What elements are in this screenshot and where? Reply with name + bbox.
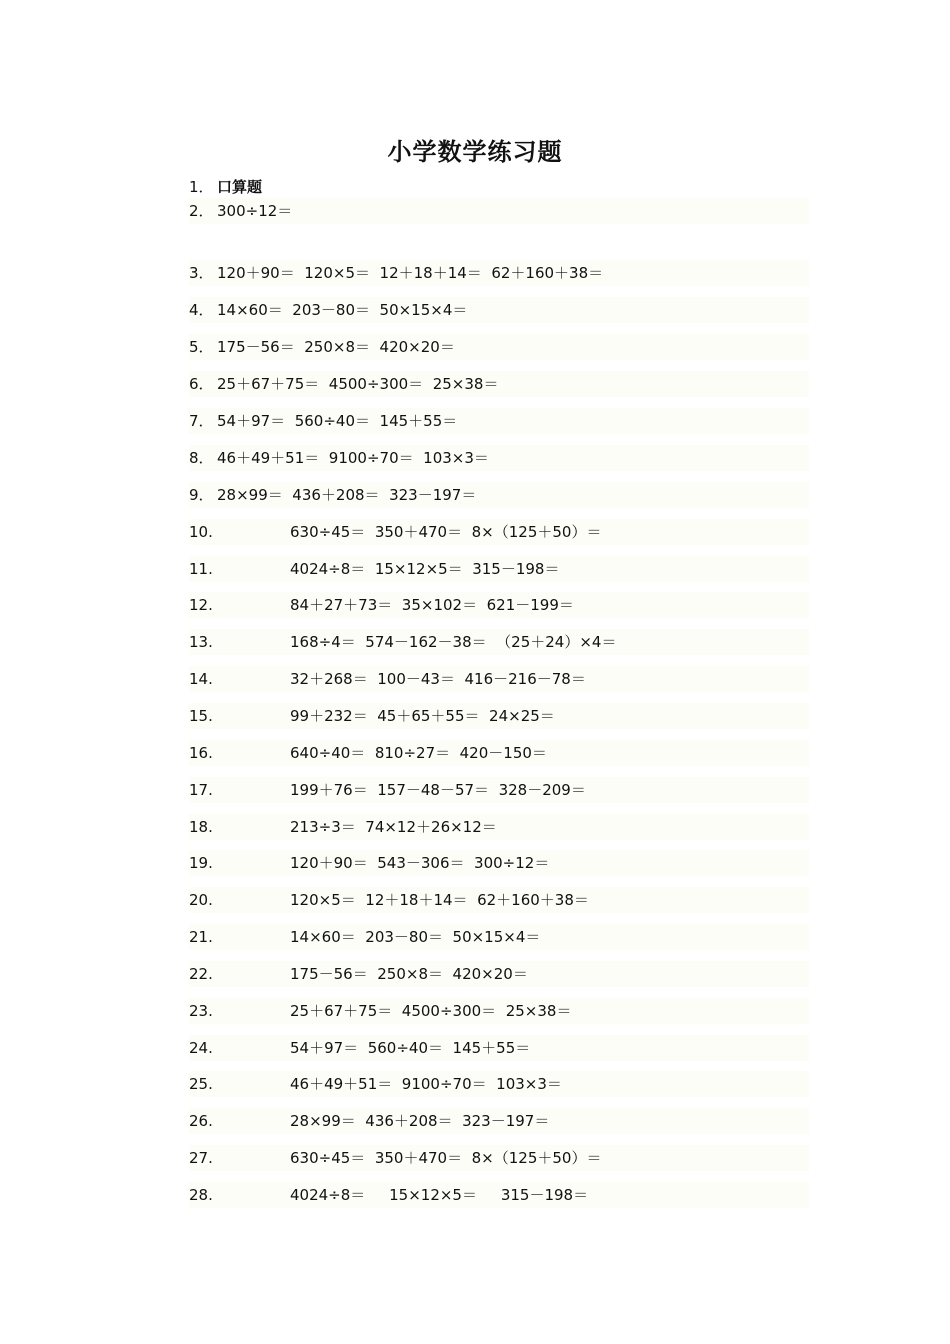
exercise-text: 120＋90＝ 120×5＝ 12＋18＋14＝ 62＋160＋38＝ <box>217 264 604 282</box>
exercise-row <box>189 924 809 950</box>
exercise-row <box>189 703 809 729</box>
exercise-row <box>189 371 809 397</box>
exercise-number: 13. <box>189 633 213 651</box>
exercise-row <box>189 1145 809 1171</box>
exercise-number: 10. <box>189 523 213 541</box>
exercise-text: 640÷40＝ 810÷27＝ 420－150＝ <box>290 744 547 762</box>
exercise-number: 16. <box>189 744 213 762</box>
exercise-row <box>189 666 809 692</box>
exercise-number: 17. <box>189 781 213 799</box>
exercise-number: 5． <box>189 338 214 356</box>
exercise-number: 8． <box>189 449 214 467</box>
exercise-row <box>189 777 809 803</box>
page-title: 小学数学练习题 <box>387 138 563 166</box>
exercise-number: 11. <box>189 560 213 578</box>
exercise-number: 18. <box>189 818 213 836</box>
exercise-row <box>189 297 809 323</box>
exercise-number: 3． <box>189 264 214 282</box>
exercise-number: 25. <box>189 1075 213 1093</box>
exercise-number: 9． <box>189 486 214 504</box>
exercise-row <box>189 740 809 766</box>
exercise-number: 12. <box>189 596 213 614</box>
exercise-text: 46＋49＋51＝ 9100÷70＝ 103×3＝ <box>217 449 489 467</box>
exercise-text: 84＋27＋73＝ 35×102＝ 621－199＝ <box>290 596 574 614</box>
exercise-text: 54＋97＝ 560÷40＝ 145＋55＝ <box>217 412 458 430</box>
exercise-text: 120×5＝ 12＋18＋14＝ 62＋160＋38＝ <box>290 891 589 909</box>
exercise-row <box>189 556 809 582</box>
exercise-number: 23. <box>189 1002 213 1020</box>
exercise-text: 46＋49＋51＝ 9100÷70＝ 103×3＝ <box>290 1075 562 1093</box>
exercise-row <box>189 519 809 545</box>
exercise-row <box>189 961 809 987</box>
section-heading: 口算题 <box>217 178 263 196</box>
exercise-text: 14×60＝ 203－80＝ 50×15×4＝ <box>217 301 468 319</box>
exercise-text: 168÷4＝ 574－162－38＝ （25＋24）×4＝ <box>290 633 617 651</box>
exercise-number: 15. <box>189 707 213 725</box>
exercise-number: 14. <box>189 670 213 688</box>
exercise-number: 28. <box>189 1186 213 1204</box>
exercise-text: 630÷45＝ 350＋470＝ 8×（125＋50）＝ <box>290 1149 602 1167</box>
exercise-row <box>189 1108 809 1134</box>
exercise-row <box>189 482 809 508</box>
exercise-row <box>189 1071 809 1097</box>
exercise-row <box>189 174 262 200</box>
exercise-number: 22. <box>189 965 213 983</box>
exercise-row <box>189 887 809 913</box>
exercise-row <box>189 850 809 876</box>
exercise-row <box>189 445 809 471</box>
exercise-number: 2． <box>189 202 214 220</box>
exercise-text: 213÷3＝ 74×12＋26×12＝ <box>290 818 497 836</box>
exercise-text: 32＋268＝ 100－43＝ 416－216－78＝ <box>290 670 586 688</box>
exercise-text: 4024÷8＝ 15×12×5＝ 315－198＝ <box>290 1186 589 1204</box>
exercise-number: 19. <box>189 854 213 872</box>
exercise-text: 28×99＝ 436＋208＝ 323－197＝ <box>290 1112 550 1130</box>
exercise-text: 54＋97＝ 560÷40＝ 145＋55＝ <box>290 1039 531 1057</box>
exercise-number: 1． <box>189 178 214 196</box>
exercise-text: 28×99＝ 436＋208＝ 323－197＝ <box>217 486 477 504</box>
exercise-text: 630÷45＝ 350＋470＝ 8×（125＋50）＝ <box>290 523 602 541</box>
exercise-row <box>189 998 809 1024</box>
exercise-number: 7． <box>189 412 214 430</box>
exercise-row <box>189 814 809 840</box>
exercise-row <box>189 1035 809 1061</box>
exercise-number: 26. <box>189 1112 213 1130</box>
exercise-text: 25＋67＋75＝ 4500÷300＝ 25×38＝ <box>290 1002 572 1020</box>
exercise-number: 20. <box>189 891 213 909</box>
exercise-text: 120＋90＝ 543－306＝ 300÷12＝ <box>290 854 550 872</box>
exercise-row <box>189 1182 809 1208</box>
exercise-text: 4024÷8＝ 15×12×5＝ 315－198＝ <box>290 560 560 578</box>
exercise-row <box>189 260 809 286</box>
exercise-text: 175－56＝ 250×8＝ 420×20＝ <box>290 965 528 983</box>
exercise-row <box>189 408 809 434</box>
exercise-row <box>189 198 809 224</box>
exercise-row <box>189 592 809 618</box>
exercise-row <box>189 629 809 655</box>
exercise-text: 25＋67＋75＝ 4500÷300＝ 25×38＝ <box>217 375 499 393</box>
exercise-number: 6． <box>189 375 214 393</box>
exercise-text: 14×60＝ 203－80＝ 50×15×4＝ <box>290 928 541 946</box>
exercise-text: 300÷12＝ <box>217 202 293 220</box>
exercise-number: 24. <box>189 1039 213 1057</box>
exercise-number: 27. <box>189 1149 213 1167</box>
exercise-row <box>189 334 809 360</box>
exercise-number: 4． <box>189 301 214 319</box>
exercise-text: 175－56＝ 250×8＝ 420×20＝ <box>217 338 455 356</box>
exercise-text: 99＋232＝ 45＋65＋55＝ 24×25＝ <box>290 707 555 725</box>
exercise-text: 199＋76＝ 157－48－57＝ 328－209＝ <box>290 781 586 799</box>
exercise-number: 21. <box>189 928 213 946</box>
